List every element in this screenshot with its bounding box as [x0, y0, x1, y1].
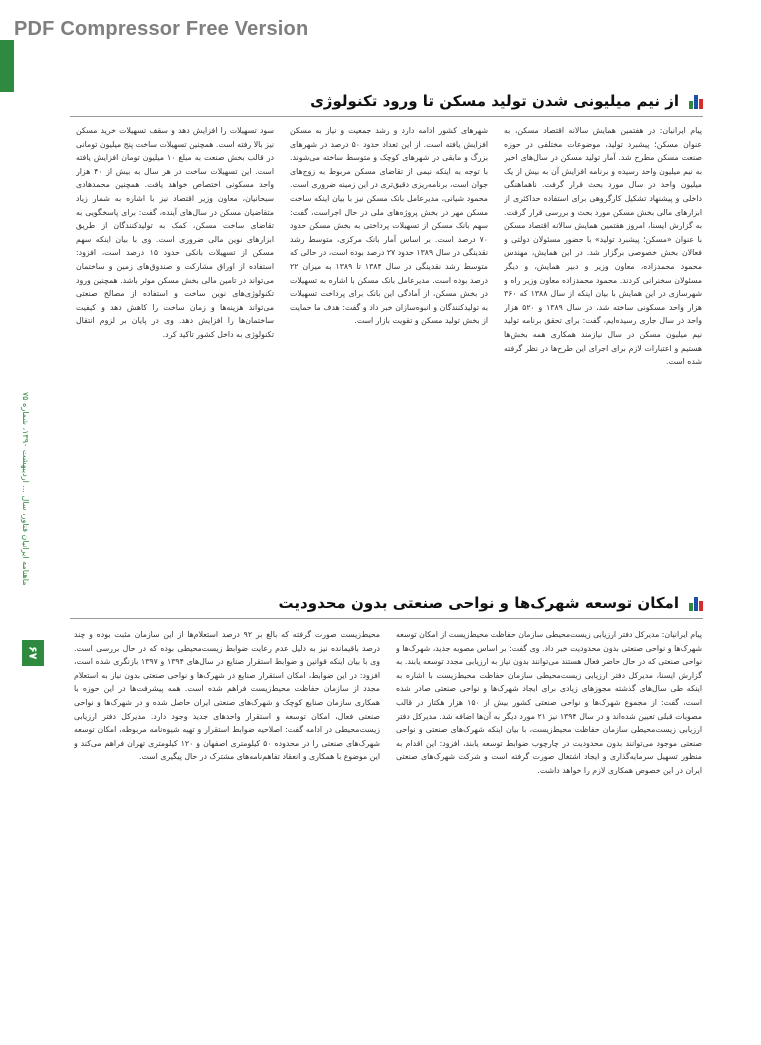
article1-col-middle: شهرهای کشور ادامه دارد و رشد جمعیت و نیاز به مسکن افزایش یافته است. از این تعداد حدود ۵۰ درصد در شهرهای بزرگ و مابقی در شهرهای کوچک و متوسط ساخته می‌شوند. با توجه به اینکه نیمی از تقاضای مسکن مربوط به زوج‌های جوان است، برنامه‌ریزی دقیق‌تری در این زمینه ضروری است. محمود شیانی، مدیرعامل بانک مسکن نیز با بیان اینکه ساخت مسکن مهر در بخش پروژه‌های ملی در حال اجراست، گفت: سهم بانک مسکن از تسهیلات پرداختی به بخش مسکن حدود ۷۰ درصد است. بر اساس آمار بانک مرکزی، متوسط رشد نقدینگی در سال ۱۳۸۹ حدود ۲۷ درصد بوده است، در حالی که متوسط رشد نقدینگی در سال ۱۳۸۴ تا ۱۳۸۹ به میزان ۲۲ درصد بوده است. مدیرعامل بانک مسکن با اشاره به تسهیلات در بخش مسکن، از آمادگی این بانک برای پرداخت تسهیلات به تولیدکنندگان و انبوه‌سازان خبر داد و گفت: هدف ما حمایت از بخش تولید مسکن و تقویت بازار است. — [290, 126, 488, 326]
article2-title: امکان توسعه شهرک‌ها و نواحی صنعتی بدون محدودیت — [278, 594, 679, 612]
page-number: ۶۷ — [22, 640, 44, 666]
article2-header — [279, 594, 703, 612]
article2-col-right: پیام ایرانیان: مدیرکل دفتر ارزیابی زیست‌محیطی سازمان حفاظت محیط‌زیست از امکان توسعه شهرک‌ها و نواحی صنعتی بدون محدودیت خبر داد. وی گفت: بر اساس مصوبه جدید، شهرک‌ها و نواحی صنعتی که در حال حاضر فعال هستند می‌توانند بدون نیاز به ارزیابی مجدد توسعه یابند. به گزارش ایسنا، مدیرکل دفتر ارزیابی زیست‌محیطی سازمان حفاظت محیط‌زیست با اشاره به اینکه طی سال‌های گذشته مجوزهای زیادی برای ایجاد شهرک‌ها و نواحی صنعتی صادر شده است، گفت: از مجموع شهرک‌ها و نواحی صنعتی کشور بیش از ۱۵۰ هزار هکتار در قالب مصوبات قبلی تعیین شده‌اند و در سال ۱۳۹۴ نیز ۲۱ مورد دیگر به آن‌ها اضافه شد. مدیرکل دفتر ارزیابی زیست‌محیطی سازمان حفاظت محیط‌زیست، با بیان اینکه شهرک‌های صنعتی و نواحی صنعتی موجود می‌توانند بدون محدودیت در چارچوب ضوابط توسعه یابند، افزود: این اقدام به منظور تسهیل سرمایه‌گذاری و ایجاد اشتغال صورت گرفته است و شرکت شهرک‌های صنعتی ایران در این خصوص همکاری لازم را خواهد داشت. — [396, 630, 702, 775]
article2-columns — [74, 628, 702, 960]
article1-columns — [74, 124, 702, 580]
article1-col-left: سود تسهیلات را افزایش دهد و سقف تسهیلات خرید مسکن نیز بالا رفته است. همچنین تسهیلات ساخت پنج میلیون تومانی در قالب بخش صنعت به مبلغ ۱۰ میلیون تومان افزایش یافته است. این تسهیلات ساخت در هر سال به بیش از ۴۰ هزار واحد مسکونی اختصاص خواهد یافت. همچنین محمدهادی سبحانیان، معاون وزیر اقتصاد نیز با اشاره به شمار زیاد متقاضیان مسکن در سال‌های آینده، گفت: برای پاسخگویی به تقاضای ساخت مسکن، کمک به تولیدکنندگان از طریق ابزارهای نوین مالی ضروری است. وی با بیان اینکه سهم مسکن از تسهیلات بانکی حدود ۱۵ درصد است، افزود: استفاده از اوراق مشارکت و صندوق‌های زمین و ساختمان می‌تواند در تامین مالی بخش مسکن موثر باشد. همچنین ورود تکنولوژی‌های نوین ساخت و استفاده از مصالح صنعتی می‌تواند هزینه‌ها و زمان ساخت را کاهش دهد و کیفیت ساختمان‌ها را افزایش دهد. وی در پایان بر لزوم انتقال تکنولوژی به داخل کشور تاکید کرد. — [76, 126, 274, 339]
article2-rule — [70, 618, 703, 619]
article1-header — [310, 92, 703, 110]
article1-rule — [70, 116, 703, 117]
watermark-text: PDF Compressor Free Version — [14, 18, 309, 40]
article1-col-right: پیام ایرانیان: در هفتمین همایش سالانه اقتصاد مسکن، به عنوان مسکن؛ پیشبرد تولید، موضوعات مختلفی در حوزه صنعت مسکن مطرح شد. آمار تولید مسکن در سال‌های اخیر به نیم میلیون واحد رسیده و برنامه افزایش آن به بیش از یک میلیون واحد در سال مورد بحث قرار گرفت. ناهماهنگی داخلی و پیشنهاد تشکیل کارگروهی برای استفاده حداکثری از ابزارهای مالی بخش مسکن مورد بحث و بررسی قرار گرفت. به گزارش ایسنا، امروز هفتمین همایش سالانه اقتصاد مسکن با عنوان «مسکن؛ پیشبرد تولید» با حضور مسئولان دولتی و فعالان بخش خصوصی برگزار شد. در این همایش، مهندس محمود محمدزاده، معاون وزیر و دبیر همایش، و دیگر مسئولان سخنرانی کردند. محمود محمدزاده معاون وزیر راه و شهرسازی در این همایش با بیان اینکه از سال ۱۳۸۸ که ۳۶۰ هزار واحد مسکونی ساخته شد، در سال ۱۳۸۹ و ۵۲۰ هزار واحد در سال جاری رسیده‌ایم، گفت: برای تحقق برنامه تولید نیم میلیون مسکن در سال نیازمند همکاری همه بخش‌ها هستیم و اعتبارات لازم برای اجرای این طرح‌ها در نظر گرفته شده است. — [504, 126, 702, 367]
article2-col-left: محیط‌زیست صورت گرفته که بالغ بر ۹۲ درصد استعلام‌ها از این سازمان مثبت بوده و چند درصد باقیمانده نیز به دلیل عدم رعایت ضوابط زیست‌محیطی بوده که در حال بررسی است. وی با بیان اینکه قوانین و ضوابط استقرار صنایع در سال‌های ۱۳۹۴ و ۱۳۹۷ بازنگری شده است، افزود: در این ضوابط، امکان استقرار صنایع در شهرک‌ها و نواحی صنعتی بدون نیاز به استعلام مجدد از سازمان حفاظت محیط‌زیست فراهم شده است. همه پیشرفت‌ها در این حوزه با همکاری سازمان صنایع کوچک و شهرک‌های صنعتی ایران حاصل شده و در شهرک‌ها و نواحی صنعتی فعال، امکان توسعه و استقرار واحدهای جدید وجود دارد. مدیرکل دفتر ارزیابی زیست‌محیطی در ادامه گفت: اصلاحیه ضوابط استقرار و تهیه شیوه‌نامه مربوطه، امکان توسعه شهرک‌های صنعتی را در محدوده ۵۰ کیلومتری اصفهان و ۱۲۰ کیلومتری تهران فراهم می‌کند و این موضوع با همکاری و انعقاد تفاهم‌نامه‌های مشترک در حال پیگیری است. — [74, 630, 380, 762]
issue-strip-text: ماهنامه ایرانیان فناور، سال ... اردیبهشت ۱۳۹۰، شماره ۷۵ — [21, 392, 30, 586]
article1-title: از نیم میلیونی شدن تولید مسکن تا ورود تکنولوژی — [310, 92, 679, 110]
section-tab — [0, 40, 14, 92]
bar-chart-icon — [687, 93, 703, 109]
bar-chart-icon — [687, 595, 703, 611]
